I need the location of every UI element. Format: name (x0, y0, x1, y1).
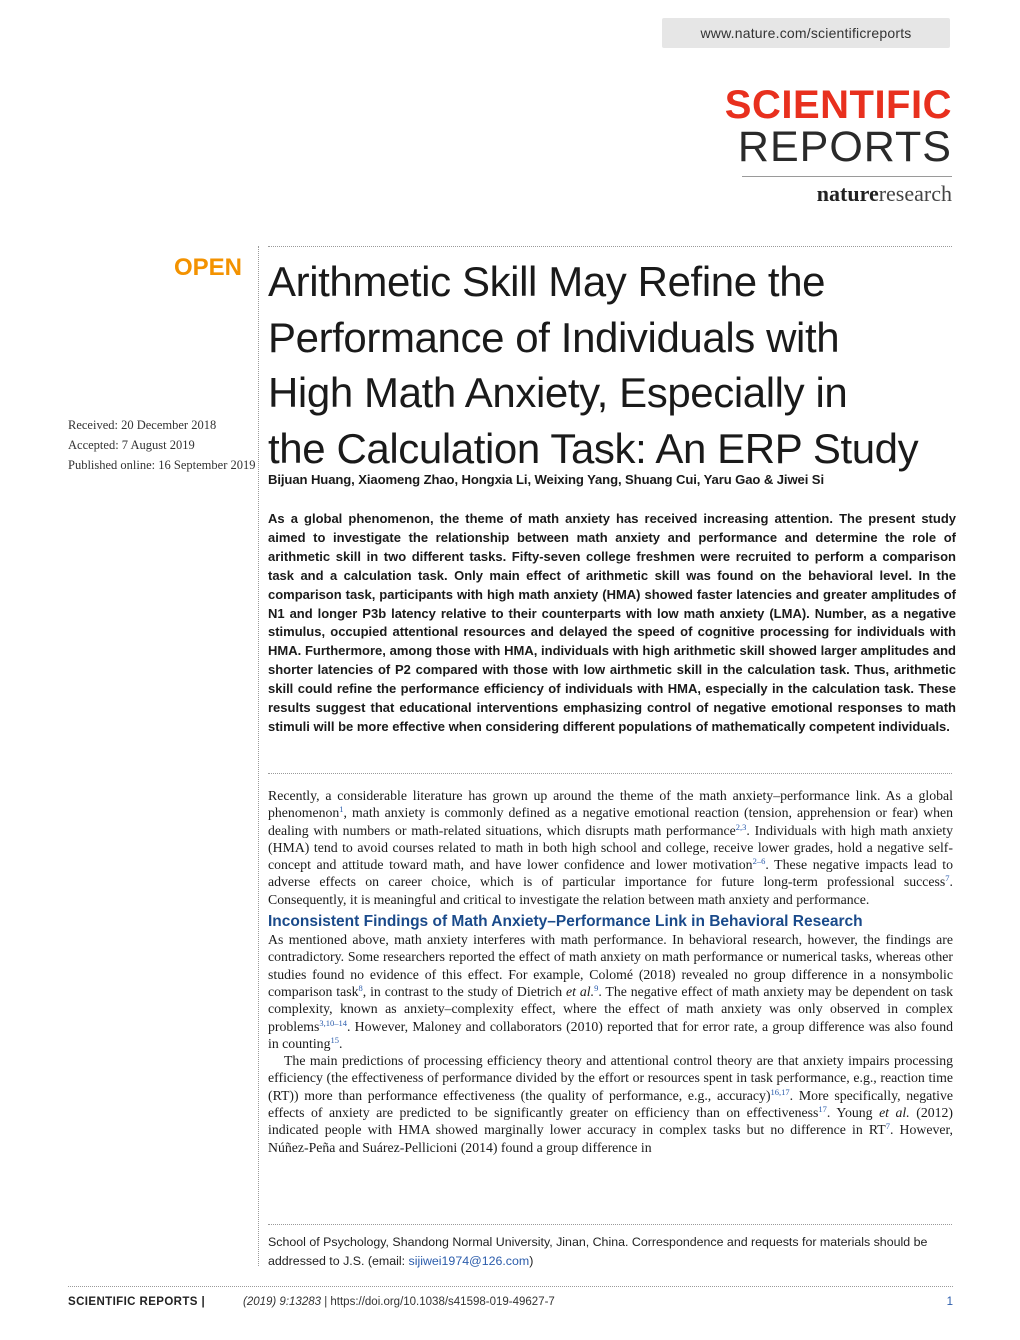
title-line: High Math Anxiety, Especially in (268, 369, 848, 416)
logo-line-reports: REPORTS (737, 123, 952, 171)
citation-link[interactable]: 8 (358, 982, 363, 993)
body-paragraph: The main predictions of processing efficiency theory and attentional control theory are that anxiety impairs processing efficiency (the effectiveness of performance divided by the effort or resources spent in task performance, e.g., reaction time (RT)) more than performance effectiveness (the quality of performance, e.g., accuracy)$^{16,17}$. More specifically, negative effects of anxiety are predicted to be significantly greater on efficiency than on effectiveness$^{17}$. Young et al. (2012) indicated people with HMA showed marginally lower accuracy in complex tasks but no difference in $RT^7$. However, Núñez-Peña and Suárez-Pellicioni (2014) found a group difference in (268, 1053, 954, 1155)
footer-journal: SCIENTIFIC REPORTS | (68, 1296, 206, 1308)
citation-link[interactable]: 3,10–14 (319, 1017, 347, 1028)
footer-volume: (2019) 9:13283 (243, 1296, 322, 1308)
citation-link[interactable]: 7 (885, 1121, 890, 1132)
citation-link[interactable]: 1 (339, 804, 344, 815)
received-date: Received: 20 December 2018 (68, 418, 217, 432)
page-number: 1 (946, 1296, 953, 1308)
footer-citation (243, 1296, 555, 1308)
correspondence-email-link[interactable]: sijiwei1974@126.com (408, 1253, 530, 1268)
citation-link[interactable]: 2,3 (735, 821, 747, 832)
citation-link[interactable]: 9 (594, 982, 599, 993)
header-divider (268, 246, 952, 247)
body-paragraph: Recently, a considerable literature has grown up around the theme of the math anxiety–performance link. As a global phenomenon$^1$, math anxiety is commonly defined as a negative emotional reaction (tension, apprehension or fear) when dealing with numbers or math-related situations, which disrupts math performance$^{2,3}$. Individuals with high math anxiety (HMA) tend to avoid courses related to math in both high school and college, receive lower grades, hold a negative self-concept and attitude toward math, and have lower confidence and lower motivation$^{2-6}$. These negative impacts lead to adverse effects on career choice, which is of particular importance for future long-term professional success$^7$. Consequently, it is meaningful and critical to investigate the relation between math anxiety and performance. (268, 788, 954, 907)
abstract: As a global phenomenon, the theme of math anxiety has received increasing attention. The present study aimed to investigate the relationship between math anxiety and performance and determine the role of arithmetic skill in two different tasks. Fifty-seven college freshmen were recruited to perform a comparison task and a calculation task. Only main effect of arithmetic skill was found on the behavioral level. In the comparison task, participants with high math anxiety (HMA) showed faster latencies and greater amplitudes of N1 and longer P3b latency relative to their counterparts with low math anxiety (LMA). Number, as a negative stimulus, occupied attentional resources and delayed the speed of cognitive processing for individuals with HMA. Furthermore, among those with HMA, individuals with high arithmetic skill showed larger amplitudes and shorter latencies of P2 compared with those with low airthmetic skill in the calculation task. Thus, arithmetic skill could refine the performance efficiency of individuals with HMA, especially in the calculation task. These results suggest that educational interventions emphasizing control of negative emotional responses to math stimuli will be more effective when considering different populations of mathematically competent individuals. (268, 511, 956, 734)
page-footer (68, 1296, 953, 1314)
title-line: the Calculation Task: An ERP Study (268, 424, 919, 472)
citation-link[interactable]: 7 (945, 873, 950, 884)
article-body (268, 787, 953, 1156)
affiliation-divider (268, 1224, 952, 1225)
published-date: Published online: 16 September 2019 (68, 458, 256, 472)
citation-link[interactable]: 2–6 (752, 856, 766, 867)
affiliation-note: School of Psychology, Shandong Normal University, Jinan, China. Correspondence and requests for materials should be addressed to J.S. (email: sijiwei1974@126.com) (268, 1235, 928, 1268)
author-list: Bijuan Huang, Xiaomeng Zhao, Hongxia Li, Weixing Yang, Shuang Cui, Yaru Gao & Jiwei Si (268, 472, 824, 487)
citation-link[interactable]: 16,17 (770, 1086, 790, 1097)
publisher-name-bold: nature (816, 181, 879, 206)
publisher-name (720, 181, 952, 207)
margin-divider (258, 246, 259, 1266)
footer-doi-link[interactable]: | https://doi.org/10.1038/s41598-019-49627-7 (321, 1296, 555, 1308)
open-access-badge: OPEN (173, 254, 242, 281)
section-heading: Inconsistent Findings of Math Anxiety–Performance Link in Behavioral Research (268, 913, 863, 931)
article-title (268, 254, 968, 476)
title-line: Arithmetic Skill May Refine the (268, 258, 826, 305)
journal-logo (720, 83, 952, 207)
journal-url[interactable]: www.nature.com/scientificreports (662, 18, 950, 48)
citation-link[interactable]: 15 (330, 1034, 339, 1045)
accepted-date: Accepted: 7 August 2019 (68, 438, 195, 452)
citation-link[interactable]: 17 (818, 1104, 827, 1115)
logo-rule (742, 176, 952, 177)
body-paragraph: As mentioned above, math anxiety interferes with math performance. In behavioral research, however, the findings are contradictory. Some researchers reported the effect of math anxiety on math performance or numerical tasks, whereas other studies found no evidence of this effect. For example, Colomé (2018) revealed no group difference in a nonsymbolic comparison task$^8$, in contrast to the study of Dietrich et al.$^9$. The negative effect of math anxiety may be dependent on task complexity, known as anxiety–complexity effect, where the effect of math anxiety was only observed in complex problems$^{3,10-14}$. However, Maloney and collaborators (2010) reported that for error rate, a group difference was also found in counting$^{15}$. (268, 932, 953, 1051)
publisher-name-rest: research (878, 181, 952, 206)
footer-divider (68, 1286, 953, 1287)
abstract-divider (268, 773, 952, 774)
logo-line-scientific: SCIENTIFIC (724, 83, 952, 127)
title-line: Performance of Individuals with (268, 313, 840, 361)
article-dates (68, 415, 268, 475)
